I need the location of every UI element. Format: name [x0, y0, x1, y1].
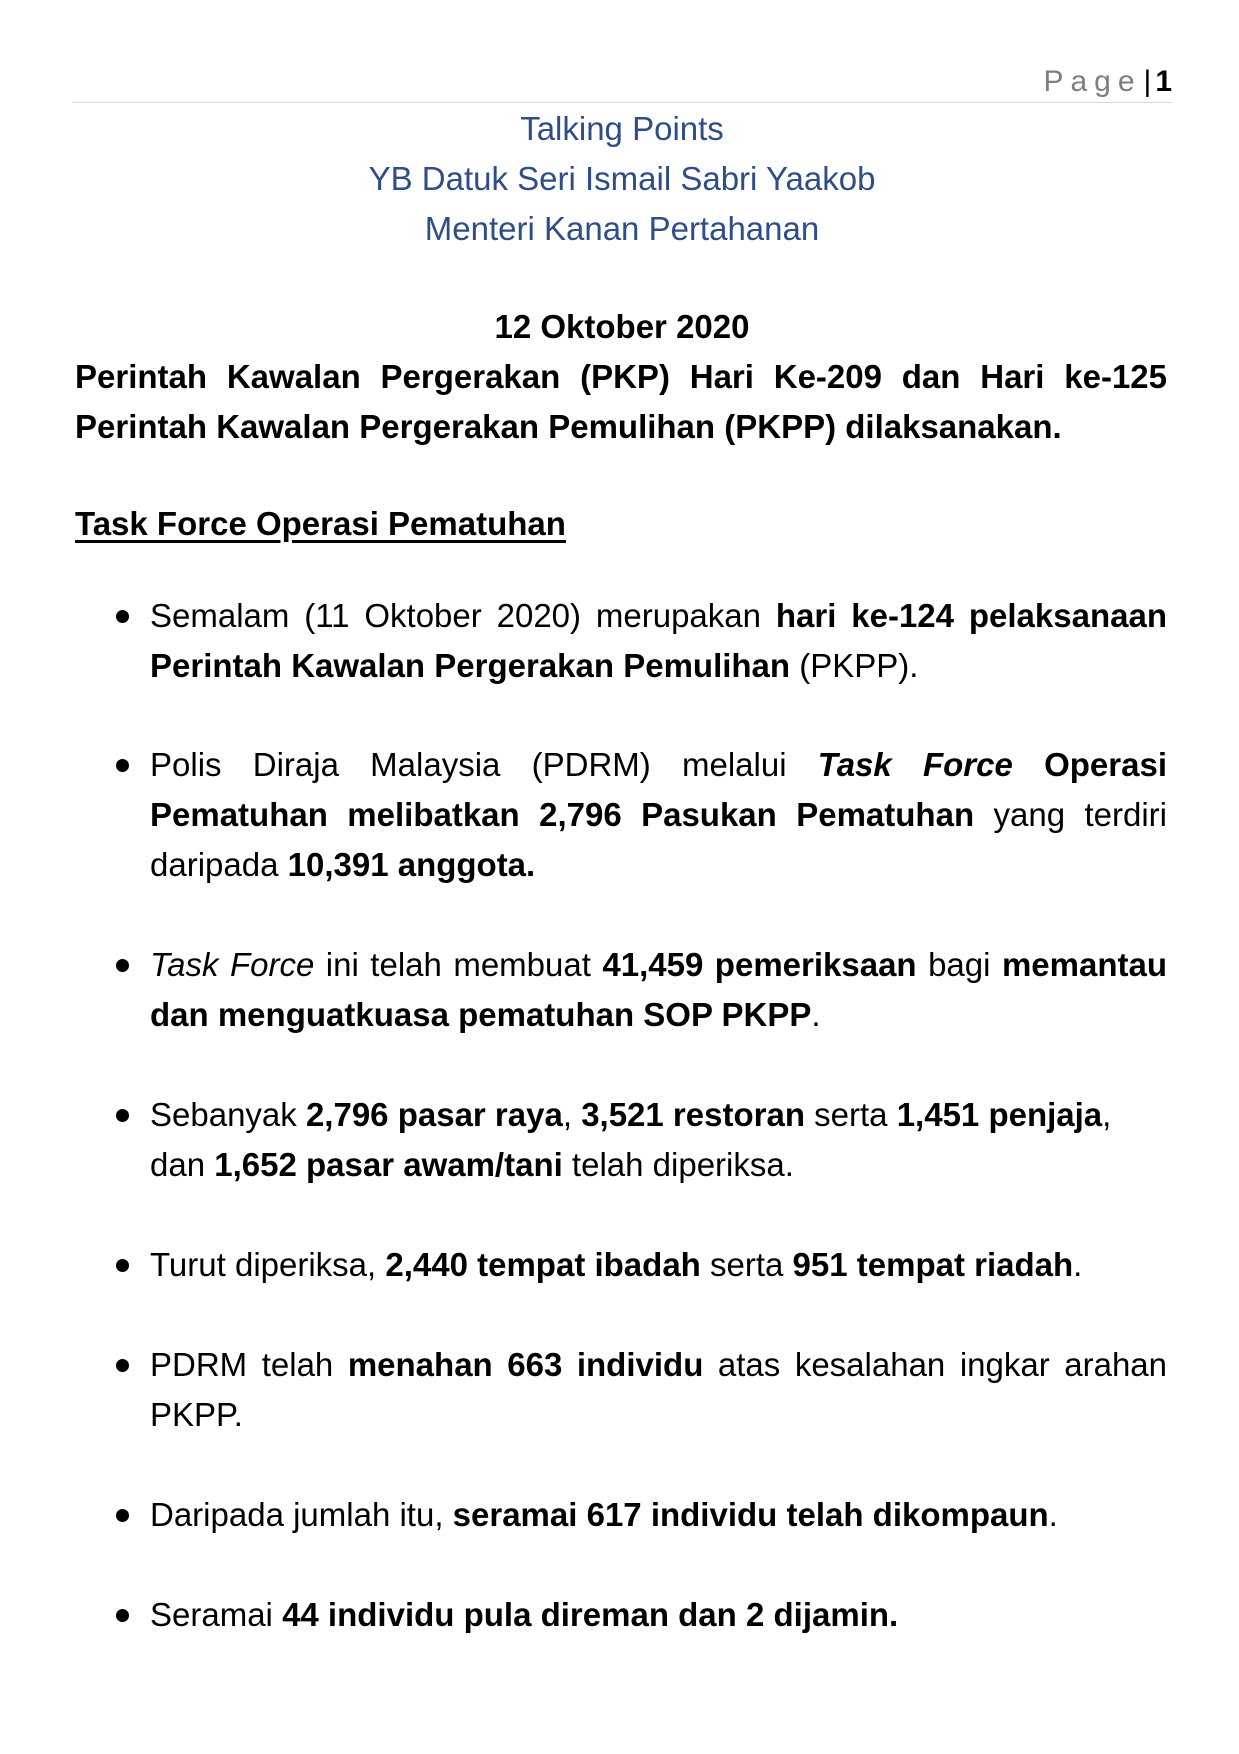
intro-line-2: Perintah Kawalan Pergerakan Pemulihan (PKPP) dilaksanakan.: [75, 408, 1062, 445]
text-run: Turut diperiksa,: [150, 1246, 386, 1283]
bullet-text: [150, 940, 1167, 1040]
bullet-text: [150, 1240, 1167, 1290]
bullet-text: [150, 591, 1167, 691]
text-run-bold: 951 tempat riadah: [792, 1246, 1074, 1283]
text-run-bold: 41,459 pemeriksaan: [602, 946, 917, 983]
text-run: serta: [805, 1096, 897, 1133]
text-run-bold: 3,521 restoran: [581, 1096, 805, 1133]
text-run-bold: 2,796 pasar raya: [305, 1096, 563, 1133]
bullet-text: [150, 1490, 1167, 1540]
document-date: 12 Oktober 2020: [494, 308, 750, 345]
text-run: .: [1048, 1496, 1058, 1533]
text-run-bold: 44 individu pula direman dan 2 dijamin.: [282, 1596, 899, 1633]
text-run-bold: 1,652 pasar awam/tani: [214, 1146, 563, 1183]
text-run-bold: 10,391 anggota.: [287, 846, 536, 883]
text-run: serta: [700, 1246, 793, 1283]
text-run: Daripada jumlah itu,: [150, 1496, 453, 1533]
text-run: telah diperiksa.: [562, 1146, 794, 1183]
text-run-bold: 1,451 penjaja: [896, 1096, 1103, 1133]
text-run: Sebanyak: [150, 1096, 306, 1133]
intro-statement: [75, 352, 1167, 452]
intro-line-1: Perintah Kawalan Pergerakan (PKP) Hari Ke-209 dan Hari ke-125: [75, 358, 1167, 395]
bullet-icon: [116, 759, 129, 772]
title-line-2: YB Datuk Seri Ismail Sabri Yaakob: [368, 160, 876, 197]
page-number-label: [1043, 64, 1172, 100]
text-run-bold: memantau dan menguatkuasa pematuhan SOP PKPP: [150, 946, 1168, 1033]
text-run: (PKPP).: [790, 647, 919, 684]
bullet-icon: [116, 1509, 129, 1522]
text-run: Semalam (11 Oktober 2020) merupakan: [150, 597, 776, 634]
text-run: Seramai: [150, 1596, 283, 1633]
text-run: yang terdiri daripada: [150, 796, 1168, 883]
bullet-text: [150, 1340, 1167, 1440]
page-header: [72, 58, 1172, 103]
text-run: .: [811, 996, 821, 1033]
page-number: 1: [1155, 65, 1172, 98]
text-run: bagi: [916, 946, 1002, 983]
title-line-3: Menteri Kanan Pertahanan: [424, 210, 820, 247]
text-run-bold-italic: Task Force: [817, 746, 1013, 783]
bullet-icon: [116, 1109, 129, 1122]
bullet-icon: [116, 959, 129, 972]
bullet-icon: [116, 1259, 129, 1272]
text-run-bold: 2,440 tempat ibadah: [385, 1246, 701, 1283]
title-line-1: Talking Points: [520, 110, 724, 147]
section-heading: Task Force Operasi Pematuhan: [75, 505, 566, 542]
text-run: .: [1073, 1246, 1083, 1283]
page-separator: |: [1143, 65, 1152, 98]
document-title: [72, 104, 1172, 254]
text-run: atas kesalahan ingkar arahan PKPP.: [150, 1346, 1168, 1433]
bullet-text: [150, 1090, 1167, 1190]
text-run: , dan: [150, 1096, 1112, 1183]
text-run: ini telah membuat: [314, 946, 603, 983]
bullet-text: [150, 1590, 1167, 1640]
text-run: ,: [562, 1096, 582, 1133]
text-run-bold: hari ke-124 pelaksanaan Perintah Kawalan Pergerakan Pemulihan: [150, 597, 1167, 684]
text-run-bold: menahan 663 individu: [347, 1346, 704, 1383]
bullet-icon: [116, 610, 129, 623]
text-run: Polis Diraja Malaysia (PDRM) melalui: [150, 746, 818, 783]
bullet-icon: [116, 1609, 129, 1622]
bullet-icon: [116, 1359, 129, 1372]
text-run-bold: seramai 617 individu telah dikompaun: [452, 1496, 1049, 1533]
text-run: PDRM telah: [150, 1346, 348, 1383]
page-word: Page: [1043, 65, 1142, 98]
text-run-bold: Operasi Pematuhan melibatkan 2,796 Pasukan Pematuhan: [150, 746, 1167, 833]
text-run-italic: Task Force: [150, 946, 315, 983]
bullet-text: [150, 740, 1167, 890]
